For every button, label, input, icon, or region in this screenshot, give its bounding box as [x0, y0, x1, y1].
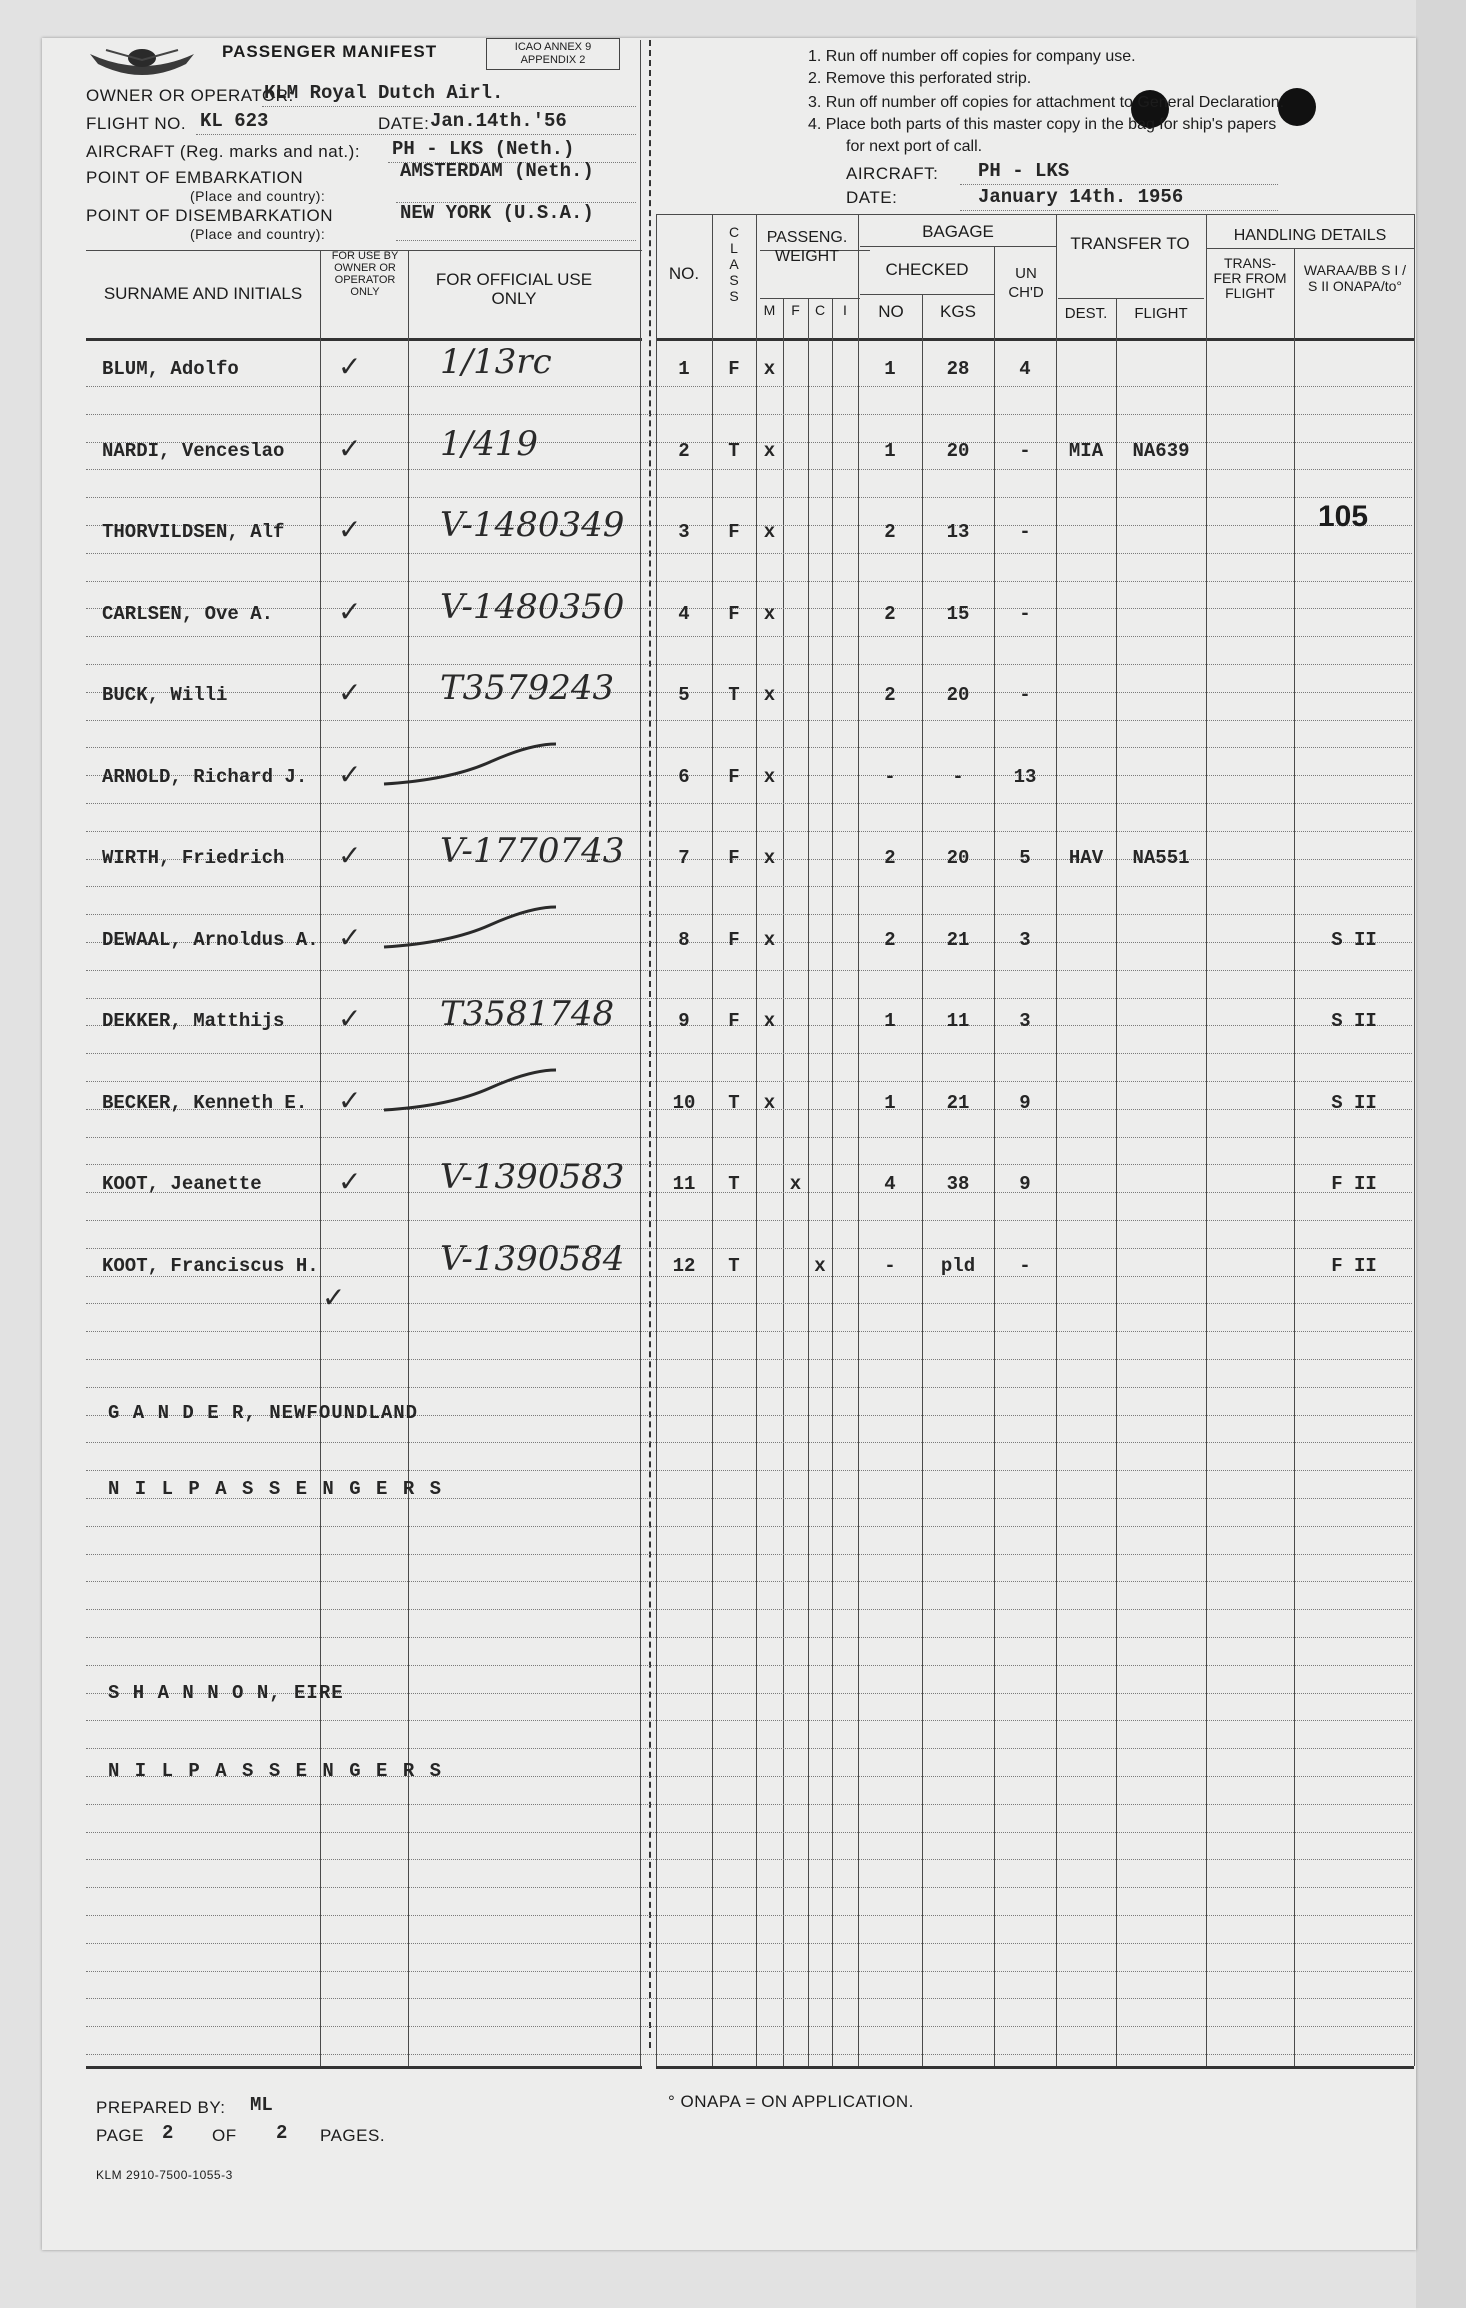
ruling-line: [86, 1915, 1412, 1916]
ruling-line: [86, 831, 1412, 832]
ruling-line: [86, 1665, 1412, 1666]
ruling-line: [86, 581, 1412, 582]
cell-unchd: 3: [1019, 928, 1031, 951]
col-unchd: UN CH'D: [1008, 265, 1044, 301]
ruling-line: [86, 1248, 1412, 1249]
ruling-line: [86, 1303, 1412, 1304]
col-transfer: TRANSFER TO: [1070, 234, 1190, 253]
cell-m: x: [763, 521, 776, 543]
cell-cls: T: [728, 1254, 740, 1277]
cell-bag-no: 2: [884, 521, 896, 543]
ruling-line: [86, 1637, 1412, 1638]
annex-box: ICAO ANNEX 9 APPENDIX 2: [486, 38, 620, 70]
owner-label: OWNER OR OPERATOR:: [86, 86, 294, 105]
cell-bag-no: 2: [884, 684, 896, 706]
col-checked-no: NO: [878, 302, 904, 321]
page-label: PAGE: [96, 2126, 144, 2145]
manifest-title: PASSENGER MANIFEST: [222, 42, 438, 61]
stop-shannon: S H A N N O N, EIRE: [108, 1682, 344, 1704]
page-value: 2: [162, 2122, 174, 2144]
cell-unchd: 9: [1019, 1173, 1031, 1195]
cell-cls: T: [728, 439, 740, 462]
cell-dest: MIA: [1068, 439, 1104, 462]
cell-m: x: [763, 358, 776, 380]
col-waraa: WARAA/BB S I / S II ONAPA/to°: [1303, 262, 1407, 294]
cell-cls: T: [728, 684, 740, 706]
cell-unchd: -: [1019, 684, 1031, 706]
cell-cls: F: [728, 765, 740, 788]
passenger-name: BLUM, Adolfo: [102, 358, 239, 380]
official-mark: V-1390584: [440, 1238, 625, 1279]
col-flight: FLIGHT: [1134, 305, 1188, 322]
page-edge: [1416, 0, 1466, 2308]
cell-kgs: 21: [946, 928, 970, 951]
check-mark-icon: ✓: [338, 920, 362, 954]
check-mark-icon: ✓: [338, 1165, 362, 1198]
ruling-line: [86, 1220, 1412, 1221]
instruction-4-cont: for next port of call.: [846, 138, 983, 155]
ruling-line: [86, 1164, 1412, 1165]
cell-bag-no: 4: [884, 1173, 896, 1195]
col-checked: CHECKED: [885, 260, 969, 279]
passenger-name: ARNOLD, Richard J.: [102, 765, 308, 788]
cell-dest: HAV: [1068, 847, 1104, 869]
cell-no: 9: [678, 1010, 690, 1032]
cell-cls: F: [728, 1010, 740, 1032]
col-official: FOR OFFICIAL USE ONLY: [435, 270, 593, 308]
cell-no: 8: [678, 928, 690, 951]
ruling-line: [86, 1526, 1412, 1527]
page-annotation: 105: [1318, 500, 1369, 533]
of-label: OF: [212, 2126, 237, 2145]
official-mark: V-1390583: [440, 1157, 625, 1197]
passenger-name: WIRTH, Friedrich: [102, 847, 285, 869]
cell-no: 10: [672, 1091, 696, 1114]
check-mark-icon: ✓: [338, 676, 362, 709]
cell-unchd: 13: [1013, 765, 1037, 788]
passenger-name: THORVILDSEN, Alf: [102, 521, 285, 543]
ruling-line: [86, 414, 1412, 415]
passenger-name: KOOT, Jeanette: [102, 1173, 262, 1195]
cell-unchd: -: [1019, 521, 1031, 543]
cell-no: 3: [678, 521, 690, 543]
ruling-line: [86, 970, 1412, 971]
date-label: DATE:: [378, 114, 430, 133]
cell-cls: T: [728, 1173, 740, 1195]
cell-kgs: 15: [946, 602, 970, 625]
check-mark-icon: ✓: [338, 1083, 362, 1117]
official-mark: T3581748: [440, 994, 615, 1034]
col-for-use: FOR USE BY OWNER OR OPERATOR ONLY: [331, 250, 399, 298]
cell-bag-no: 2: [884, 847, 896, 869]
ruling-line: [86, 1832, 1412, 1833]
cell-bag-no: 1: [884, 1010, 896, 1032]
check-mark-icon: ✓: [338, 431, 362, 465]
onapa-note: ° ONAPA = ON APPLICATION.: [668, 2092, 914, 2111]
col-bagage: BAGAGE: [922, 222, 994, 241]
strip-date-label: DATE:: [846, 188, 898, 207]
passenger-name: DEWAAL, Arnoldus A.: [102, 928, 319, 951]
ruling-line: [86, 720, 1412, 721]
cell-no: 12: [672, 1254, 696, 1277]
passenger-name: KOOT, Franciscus H.: [102, 1254, 319, 1277]
embark-sub: (Place and country):: [190, 188, 326, 204]
col-no: NO.: [668, 264, 700, 283]
strip-aircraft-value: PH - LKS: [978, 160, 1070, 182]
ruling-line: [86, 636, 1412, 637]
cell-no: 2: [678, 439, 690, 462]
cell-cls: F: [728, 928, 740, 951]
strip-date-value: January 14th. 1956: [978, 186, 1184, 208]
cell-no: 6: [678, 765, 690, 788]
check-mark-icon: ✓: [338, 1002, 362, 1035]
ruling-line: [86, 1943, 1412, 1944]
cell-cls: T: [728, 1091, 740, 1114]
ruling-line: [86, 1137, 1412, 1138]
cell-unchd: -: [1019, 602, 1031, 625]
prepared-value: ML: [250, 2094, 273, 2116]
prepared-label: PREPARED BY:: [96, 2098, 226, 2117]
cell-handling: S II: [1331, 1010, 1377, 1032]
ruling-line: [86, 469, 1412, 470]
ruling-line: [86, 886, 1412, 887]
check-mark-icon: ✓: [338, 350, 362, 383]
date-value: Jan.14th.'56: [430, 110, 567, 132]
col-transfer-from: TRANS- FER FROM FLIGHT: [1213, 255, 1287, 301]
pages-label: PAGES.: [320, 2126, 386, 2145]
ruling-line: [86, 386, 1412, 387]
embark-label: POINT OF EMBARKATION: [86, 168, 304, 187]
weight-m: M: [763, 302, 776, 318]
embark-value: AMSTERDAM (Neth.): [400, 160, 594, 182]
cell-kgs: 20: [946, 439, 970, 462]
cell-cls: F: [728, 602, 740, 625]
cell-no: 11: [672, 1173, 696, 1195]
form-number: KLM 2910-7500-1055-3: [96, 2168, 233, 2182]
check-mark-icon: ✓: [338, 839, 362, 872]
ruling-line: [86, 1359, 1412, 1360]
cell-unchd: 5: [1019, 847, 1031, 869]
cell-bag-no: 1: [884, 358, 896, 380]
instruction-1: 1. Run off number off copies for company use.: [808, 48, 1136, 65]
cell-handling: F II: [1331, 1254, 1377, 1277]
perforation-line: [649, 40, 651, 2048]
aircraft-value: PH - LKS (Neth.): [392, 138, 575, 160]
cell-tflight: NA639: [1132, 439, 1190, 462]
passenger-name: BECKER, Kenneth E.: [102, 1091, 308, 1114]
weight-f: F: [791, 302, 800, 318]
disembark-value: NEW YORK (U.S.A.): [400, 202, 594, 224]
ruling-line: [86, 1998, 1412, 1999]
cell-handling: F II: [1331, 1173, 1377, 1195]
official-mark: V-1480349: [440, 505, 625, 545]
instruction-3: 3. Run off number off copies for attachment to General Declaration.: [808, 94, 1285, 111]
weight-i: I: [843, 302, 847, 318]
cell-unchd: -: [1019, 1254, 1031, 1277]
passenger-name: NARDI, Venceslao: [102, 439, 285, 462]
cell-bag-no: 1: [884, 1091, 896, 1114]
ruling-line: [86, 2026, 1412, 2027]
instruction-4: 4. Place both parts of this master copy in the bag for ship's papers: [808, 116, 1277, 133]
ruling-line: [86, 2054, 1412, 2055]
ruling-line: [86, 1581, 1412, 1582]
cell-m: x: [763, 928, 776, 951]
of-value: 2: [276, 2122, 288, 2144]
official-mark: 1/419: [440, 423, 538, 464]
cell-no: 5: [678, 684, 690, 706]
cell-bag-no: 1: [884, 439, 896, 462]
pen-stroke-icon: [380, 740, 560, 790]
pen-stroke-icon: [380, 903, 560, 953]
cell-m: x: [763, 847, 776, 869]
check-mark-icon: ✓: [338, 513, 362, 546]
passenger-name: CARLSEN, Ove A.: [102, 602, 274, 625]
ruling-line: [86, 1720, 1412, 1721]
ruling-line: [86, 664, 1412, 665]
cell-bag-no: -: [884, 1254, 896, 1277]
cell-handling: S II: [1331, 1091, 1377, 1114]
cell-m: x: [763, 602, 776, 625]
ruling-line: [86, 553, 1412, 554]
ruling-line: [86, 1387, 1412, 1388]
cell-kgs: 38: [946, 1173, 970, 1195]
cell-m: x: [763, 765, 776, 788]
stop-gander: G A N D E R, NEWFOUNDLAND: [108, 1402, 419, 1424]
check-mark-icon: ✓: [338, 594, 362, 628]
cell-f: x: [789, 1173, 802, 1195]
cell-m: x: [763, 684, 776, 706]
official-mark: V-1480350: [440, 586, 625, 627]
ruling-line: [86, 1442, 1412, 1443]
cell-m: x: [763, 1010, 776, 1032]
cell-cls: F: [728, 521, 740, 543]
passenger-name: DEKKER, Matthijs: [102, 1010, 285, 1032]
ruling-line: [86, 1053, 1412, 1054]
col-checked-kgs: KGS: [940, 302, 976, 321]
weight-c: C: [814, 302, 826, 318]
ruling-line: [86, 1804, 1412, 1805]
ruling-line: [86, 497, 1412, 498]
col-weight: PASSENG. WEIGHT: [766, 229, 848, 265]
check-mark-icon: ✓: [338, 757, 362, 791]
cell-unchd: 9: [1019, 1091, 1031, 1114]
cell-kgs: 21: [946, 1091, 970, 1114]
flight-label: FLIGHT NO.: [86, 114, 187, 133]
cell-kgs: 13: [946, 521, 970, 543]
cell-kgs: 11: [946, 1010, 970, 1032]
flight-value: KL 623: [200, 110, 269, 132]
ruling-line: [86, 998, 1412, 999]
ruling-line: [86, 1748, 1412, 1749]
ruling-line: [86, 1331, 1412, 1332]
ruling-line: [86, 1887, 1412, 1888]
passenger-name: BUCK, Willi: [102, 684, 228, 706]
cell-kgs: 28: [946, 358, 970, 380]
stop-gander-note: N I L P A S S E N G E R S: [108, 1478, 444, 1500]
cell-kgs: pld: [940, 1254, 976, 1277]
ruling-line: [86, 1971, 1412, 1972]
cell-kgs: 20: [946, 684, 970, 706]
cell-cls: F: [728, 358, 740, 380]
strip-aircraft-label: AIRCRAFT:: [846, 164, 939, 183]
col-class: C L A S S: [728, 224, 740, 304]
cell-bag-no: 2: [884, 928, 896, 951]
official-mark: V-1770743: [440, 831, 625, 871]
airline-logo-icon: [86, 44, 198, 84]
ruling-line: [86, 1859, 1412, 1860]
cell-unchd: 4: [1019, 358, 1031, 380]
cell-m: x: [763, 1091, 776, 1114]
ruling-line: [86, 803, 1412, 804]
aircraft-label: AIRCRAFT (Reg. marks and nat.):: [86, 142, 361, 161]
cell-no: 4: [678, 602, 690, 625]
cell-bag-no: 2: [884, 602, 896, 625]
owner-value: KLM Royal Dutch Airl.: [264, 82, 504, 104]
cell-c: x: [814, 1254, 826, 1277]
cell-kgs: 20: [946, 847, 970, 869]
ruling-line: [86, 1554, 1412, 1555]
disembark-label: POINT OF DISEMBARKATION: [86, 206, 334, 225]
cell-unchd: -: [1019, 439, 1031, 462]
cell-no: 1: [678, 358, 690, 380]
check-mark-icon: ✓: [322, 1280, 346, 1314]
ruling-line: [86, 1609, 1412, 1610]
official-mark: 1/13rc: [440, 342, 552, 382]
ruling-line: [86, 1470, 1412, 1471]
stop-shannon-note: N I L P A S S E N G E R S: [108, 1760, 444, 1782]
ruling-line: [86, 1081, 1412, 1082]
cell-unchd: 3: [1019, 1010, 1031, 1032]
cell-bag-no: -: [884, 765, 896, 788]
ruling-line: [86, 747, 1412, 748]
disembark-sub: (Place and country):: [190, 226, 326, 242]
cell-tflight: NA551: [1132, 847, 1190, 869]
cell-no: 7: [678, 847, 690, 869]
col-dest: DEST.: [1064, 305, 1108, 322]
cell-cls: F: [728, 847, 740, 869]
cell-kgs: -: [952, 765, 964, 788]
ruling-line: [86, 914, 1412, 915]
instruction-2: 2. Remove this perforated strip.: [808, 70, 1032, 87]
col-surname: SURNAME AND INITIALS: [103, 284, 303, 303]
cell-handling: S II: [1331, 928, 1377, 951]
col-handling: HANDLING DETAILS: [1233, 227, 1387, 244]
cell-m: x: [763, 439, 776, 462]
pen-stroke-icon: [380, 1066, 560, 1116]
official-mark: T3579243: [440, 668, 615, 708]
